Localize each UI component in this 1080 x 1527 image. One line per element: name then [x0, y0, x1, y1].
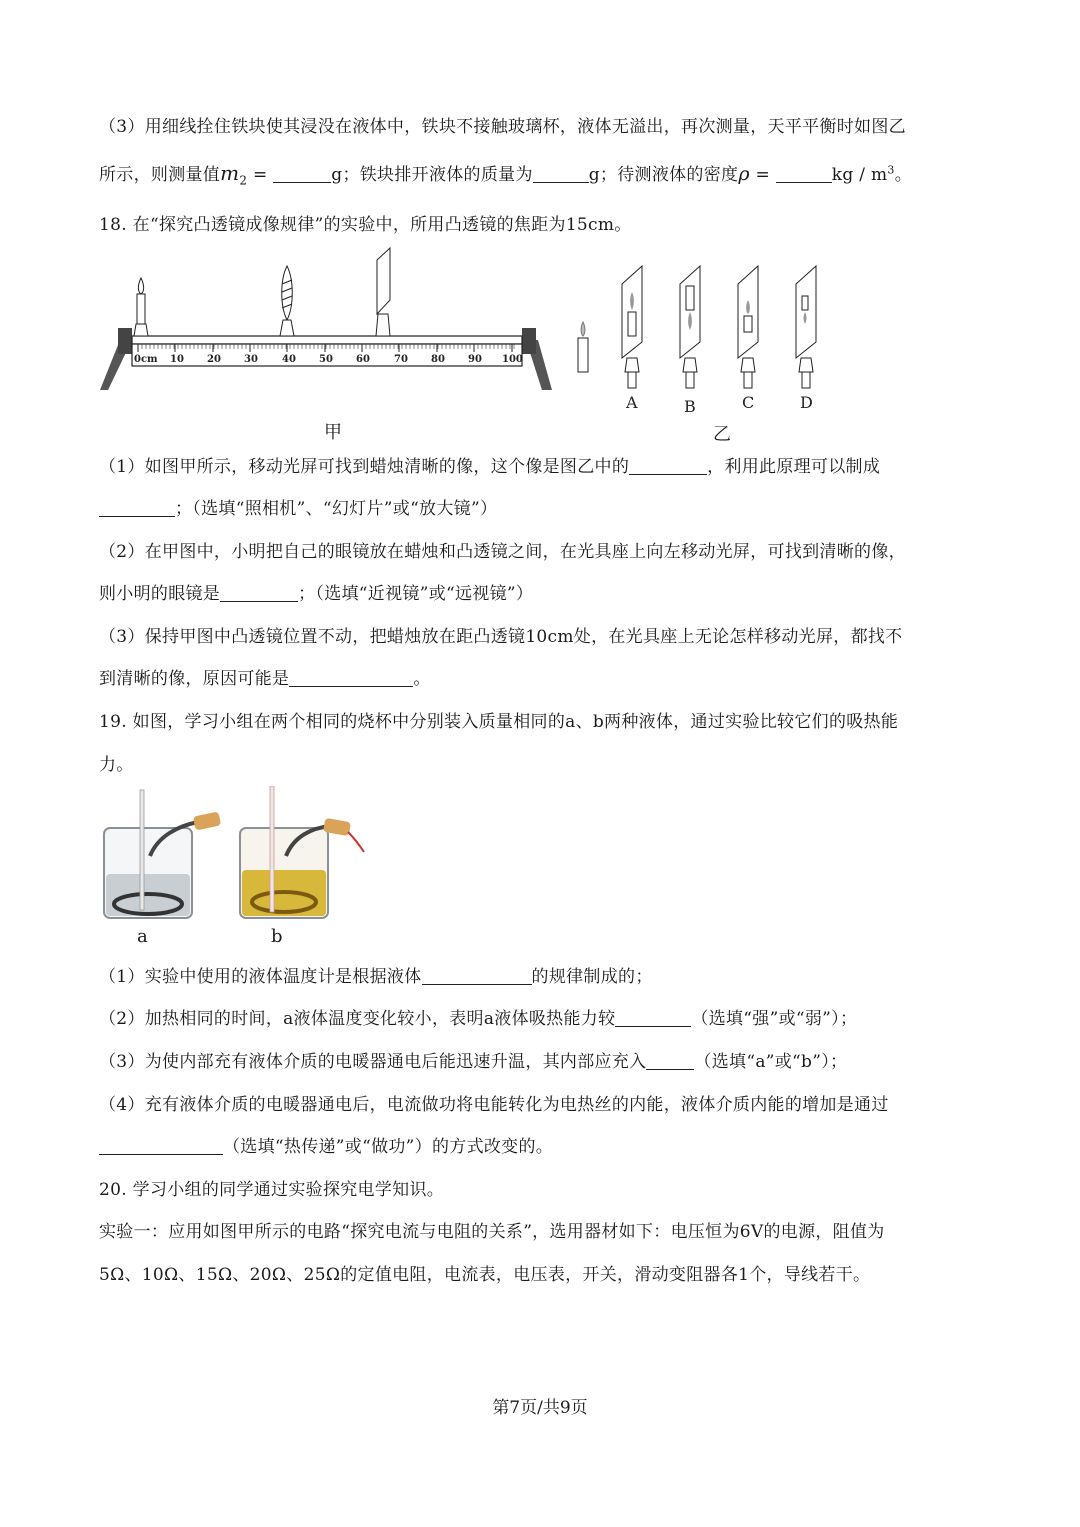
- q18-p3-text-a: 到清晰的像，原因可能是: [99, 669, 290, 689]
- equals-sign: =: [247, 165, 274, 185]
- q19-p4-text: （选填“热传递”或“做功”）的方式改变的。: [223, 1137, 554, 1157]
- light-screen-on-bench: [376, 248, 390, 336]
- ruler-tick-90: 90: [468, 354, 482, 365]
- image-options-figure: [570, 262, 830, 422]
- answer-blank-density[interactable]: [776, 164, 832, 183]
- answer-blank-reason[interactable]: [289, 668, 413, 687]
- answer-blank-image[interactable]: [629, 456, 707, 475]
- density-unit: kg / m: [831, 165, 888, 185]
- option-d-screen: [796, 266, 816, 388]
- answer-blank-m2[interactable]: [273, 164, 331, 183]
- ruler-tick-100: 100: [502, 354, 523, 365]
- q17-p3-text-c: g；待测液体的密度: [588, 165, 739, 185]
- reference-candle: [578, 322, 588, 372]
- q19-p2: [99, 1004, 857, 1029]
- q18-p2-text-a: 则小明的眼镜是: [99, 584, 221, 604]
- q18-p2-line2: [99, 579, 533, 604]
- q19-p3-text-a: （3）为使内部充有液体介质的电暖器通电后能迅速升温，其内部应充入: [99, 1052, 647, 1072]
- q18-p3-text-b: 。: [413, 669, 431, 689]
- q18-p2-text-b: ；（选填“近视镜”或“远视镜”）: [298, 584, 534, 604]
- q19-p3: [99, 1047, 847, 1072]
- q18-p1-text-a: （1）如图甲所示，移动光屏可找到蜡烛清晰的像，这个像是图乙中的: [99, 457, 630, 477]
- optical-bench-figure: [98, 240, 558, 400]
- option-label-c: C: [742, 393, 755, 412]
- q18-p1-line1: [99, 452, 880, 477]
- answer-blank-thermometer[interactable]: [422, 966, 532, 985]
- q17-p3-end: 。: [894, 165, 913, 185]
- q20-exp1-line2: 5Ω、10Ω、15Ω、20Ω、25Ω的定值电阻，电流表，电压表，开关，滑动变阻器各1个，导线若干。: [99, 1265, 871, 1285]
- answer-blank-displaced-mass[interactable]: [533, 164, 589, 183]
- mass-symbol: m: [220, 161, 240, 185]
- ruler-tick-10: 10: [170, 354, 184, 365]
- beakers-figure: [98, 786, 378, 926]
- equals-sign-2: =: [749, 165, 776, 185]
- q19-p3-text-b: （选填“a”或“b”）；: [694, 1052, 848, 1072]
- answer-blank-device[interactable]: [99, 498, 175, 517]
- q20-exp1-line1: 实验一：应用如图甲所示的电路“探究电流与电阻的关系”，选用器材如下：电压恒为6V的电源，阻值为: [99, 1222, 885, 1242]
- option-c-screen: [738, 266, 758, 388]
- q19-p1-text-b: 的规律制成的；: [531, 967, 653, 987]
- ruler-tick-30: 30: [244, 354, 258, 365]
- q19-stem-line2: 力。: [99, 755, 134, 775]
- ruler-tick-50: 50: [319, 354, 333, 365]
- q18-p3-line2: [99, 664, 431, 689]
- beaker-b: [240, 786, 364, 918]
- mass-subscript: 2: [239, 173, 248, 188]
- q18-p1-line2: [99, 494, 497, 519]
- q18-p1-text-b: ，利用此原理可以制成: [707, 457, 881, 477]
- answer-blank-glasses[interactable]: [220, 583, 298, 602]
- q19-p4-line2: [99, 1132, 553, 1157]
- q19-stem-line1: 19. 如图，学习小组在两个相同的烧杯中分别装入质量相同的a、b两种液体，通过实验比较它们的吸热能: [99, 712, 899, 732]
- q19-p1-text-a: （1）实验中使用的液体温度计是根据液体: [99, 967, 422, 987]
- q17-p3-line1: （3）用细线拴住铁块使其浸没在液体中，铁块不接触玻璃杯，液体无溢出，再次测量，天平平衡时如图乙: [99, 117, 906, 137]
- q19-p2-text-b: （选填“强”或“弱”）；: [691, 1009, 858, 1029]
- ruler-tick-20: 20: [207, 354, 221, 365]
- beaker-a: [104, 790, 221, 918]
- answer-blank-method[interactable]: [99, 1136, 223, 1155]
- q18-stem: 18. 在“探究凸透镜成像规律”的实验中，所用凸透镜的焦距为15cm。: [99, 215, 632, 235]
- answer-blank-liquid[interactable]: [646, 1051, 694, 1070]
- q17-p3-line2: [99, 160, 912, 187]
- q17-p3-text-a: 所示，则测量值: [99, 165, 221, 185]
- option-label-a: A: [626, 393, 638, 412]
- q19-p1: [99, 962, 653, 987]
- unit-exponent: 3: [887, 163, 895, 177]
- q18-p2-line1: （2）在甲图中，小明把自己的眼镜放在蜡烛和凸透镜之间，在光具座上向左移动光屏，可找到清晰的像，: [99, 542, 906, 562]
- ruler-tick-70: 70: [394, 354, 408, 365]
- q17-p3-text-b: g；铁块排开液体的质量为: [331, 165, 533, 185]
- figure-label-yi: 乙: [713, 424, 731, 445]
- figure-label-jia: 甲: [324, 422, 342, 443]
- q18-p3-line1: （3）保持甲图中凸透镜位置不动，把蜡烛放在距凸透镜10cm处，在光具座上无论怎样移动光屏，都找不: [99, 627, 903, 647]
- option-label-b: B: [684, 397, 696, 416]
- convex-lens-on-bench: [280, 266, 294, 336]
- bench-rail: [132, 336, 522, 344]
- beaker-label-b: b: [271, 926, 283, 947]
- left-end-block: [118, 328, 132, 354]
- q19-p2-text-a: （2）加热相同的时间，a液体温度变化较小，表明a液体吸热能力较: [99, 1009, 616, 1029]
- ruler-tick-60: 60: [356, 354, 370, 365]
- candle-on-bench: [134, 278, 148, 336]
- right-end-block: [522, 328, 536, 354]
- option-a-screen: [622, 266, 642, 388]
- q19-p4-line1: （4）充有液体介质的电暖器通电后，电流做功将电能转化为电热丝的内能，液体介质内能的增加是通过: [99, 1095, 889, 1115]
- answer-blank-ability[interactable]: [615, 1008, 691, 1027]
- ruler-tick-0: 0cm: [134, 354, 158, 365]
- density-symbol: ρ: [738, 163, 750, 185]
- q20-stem: 20. 学习小组的同学通过实验探究电学知识。: [99, 1180, 445, 1200]
- option-b-screen: [680, 266, 700, 388]
- q18-p1-text-c: ；（选填“照相机”、“幻灯片”或“放大镜”）: [175, 499, 498, 519]
- beaker-label-a: a: [137, 926, 148, 947]
- option-label-d: D: [800, 393, 813, 412]
- ruler-tick-80: 80: [431, 354, 445, 365]
- ruler-tick-40: 40: [282, 354, 296, 365]
- page-footer: 第7页/共9页: [492, 1398, 588, 1418]
